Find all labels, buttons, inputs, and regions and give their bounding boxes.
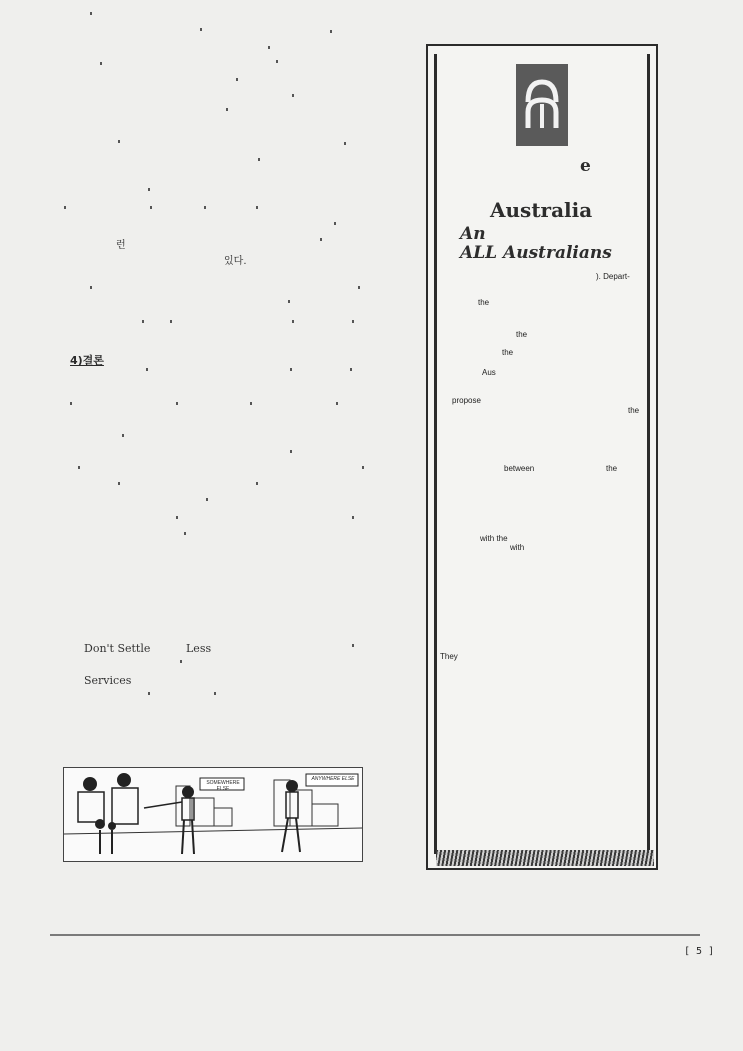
scan-speck [146, 368, 148, 371]
cartoon-illustration [63, 767, 363, 862]
scan-speck [204, 206, 206, 209]
scan-speck [352, 516, 354, 519]
body-word: They [440, 652, 458, 661]
services-text: Services [84, 674, 132, 687]
scan-speck [352, 644, 354, 647]
body-word: the [478, 298, 490, 307]
page-bottom-rule [50, 934, 700, 936]
scan-speck [336, 402, 338, 405]
panel-title: Australia [490, 198, 593, 222]
sign-anywhere-else: ANYWHERE ELSE [311, 776, 355, 782]
scan-speck [352, 320, 354, 323]
title-fragment: e [580, 156, 591, 176]
scan-speck [334, 222, 336, 225]
scan-speck [122, 434, 124, 437]
scan-speck [118, 140, 120, 143]
body-word: the [606, 464, 618, 473]
panel-bottom-hatching [436, 850, 654, 866]
scan-speck [148, 692, 150, 695]
scan-speck [330, 30, 332, 33]
scan-speck [64, 206, 66, 209]
scan-speck [344, 142, 346, 145]
article-panel [426, 44, 658, 870]
scan-speck [256, 206, 258, 209]
scan-speck [256, 482, 258, 485]
scan-speck [70, 402, 72, 405]
dont-settle-text: Don't Settle [84, 642, 151, 655]
scan-speck [214, 692, 216, 695]
scan-speck [176, 516, 178, 519]
body-word: ). Depart- [596, 272, 630, 281]
scan-speck [148, 188, 150, 191]
scan-speck [292, 320, 294, 323]
scan-speck [320, 238, 322, 241]
scan-speck [90, 286, 92, 289]
scan-speck [350, 368, 352, 371]
body-word: propose [452, 396, 481, 405]
panel-subtitle-line-1: An [460, 224, 486, 244]
sign-somewhere-else: SOMEWHERE ELSE [206, 780, 240, 792]
body-word: with the [480, 534, 508, 543]
scan-speck [268, 46, 270, 49]
body-word: between [504, 464, 535, 473]
scan-speck [150, 206, 152, 209]
scan-speck [250, 402, 252, 405]
scan-speck [258, 158, 260, 161]
body-word: with [510, 543, 525, 552]
scan-speck [358, 286, 360, 289]
scan-speck [276, 60, 278, 63]
page-number: [ 5 ] [684, 946, 715, 957]
scan-speck [78, 466, 80, 469]
scan-speck [100, 62, 102, 65]
panel-subtitle-line-2: ALL Australians [460, 243, 612, 263]
scan-speck [288, 300, 290, 303]
scan-speck [118, 482, 120, 485]
korean-text-fragment: 런 [116, 240, 126, 251]
section-heading: 4)결론 [70, 354, 104, 367]
scan-speck [290, 450, 292, 453]
scan-speck [206, 498, 208, 501]
less-text: Less [186, 642, 212, 655]
body-word: Aus [482, 368, 496, 377]
scan-speck [362, 466, 364, 469]
panel-inner-frame [434, 54, 650, 854]
scan-speck [236, 78, 238, 81]
body-word: the [628, 406, 640, 415]
korean-text-fragment: 있다. [224, 256, 247, 267]
scan-speck [176, 402, 178, 405]
scan-speck [180, 660, 182, 663]
scan-speck [292, 94, 294, 97]
scan-speck [90, 12, 92, 15]
logo-mark-icon [516, 64, 568, 146]
scan-speck [290, 368, 292, 371]
scan-speck [170, 320, 172, 323]
scan-speck [200, 28, 202, 31]
body-word: the [516, 330, 528, 339]
organization-logo [516, 64, 568, 146]
scan-speck [226, 108, 228, 111]
body-word: the [502, 348, 514, 357]
scan-speck [184, 532, 186, 535]
scan-speck [142, 320, 144, 323]
